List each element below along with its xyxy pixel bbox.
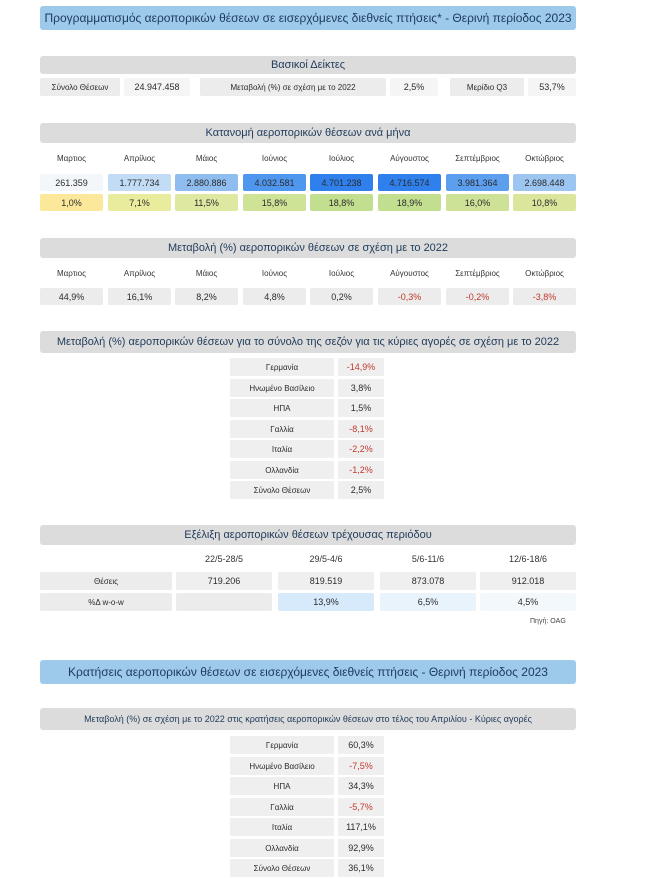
market-value: 92,9% [338, 839, 384, 857]
week-seats-cell: 873.078 [380, 572, 476, 590]
market-name: Σύνολο Θέσεων [230, 481, 334, 499]
weekly-seats-label: Θέσεις [40, 572, 172, 590]
weekly-wow-label: %Δ w-o-w [40, 593, 172, 611]
month-change-cell: 4,8% [243, 288, 306, 305]
market-value: 2,5% [338, 481, 384, 499]
month-seats-cell: 4.032.581 [243, 174, 306, 191]
month-seats-cell: 2.880.886 [175, 174, 238, 191]
week-period-label: 29/5-4/6 [309, 554, 343, 564]
month-change-cell: 0,2% [310, 288, 373, 305]
market-value: -14,9% [338, 358, 384, 376]
market-value: 34,3% [338, 777, 384, 795]
week-wow-cell [176, 593, 272, 611]
month-label: Οκτώβριος [525, 268, 564, 278]
market-name: Γερμανία [230, 358, 334, 376]
change-vs-2022-label: Μεταβολή (%) σε σχέση με το 2022 [200, 78, 386, 96]
market-name: Ολλανδία [230, 839, 334, 857]
market-name: Ηνωμένο Βασίλειο [230, 757, 334, 775]
market-name: Ηνωμένο Βασίλειο [230, 379, 334, 397]
month-label: Απρίλιος [123, 153, 156, 163]
month-seats-cell: 261.359 [40, 174, 103, 191]
week-period-label: 5/6-11/6 [411, 554, 445, 564]
market-name: Γερμανία [230, 736, 334, 754]
month-change-cell: -0,3% [378, 288, 441, 305]
market-name: ΗΠΑ [230, 777, 334, 795]
market-value: 117,1% [338, 818, 384, 836]
page-title: Προγραμματισμός αεροπορικών θέσεων σε εισερχόμενες διεθνείς πτήσεις* - Θερινή περίοδος 2023 [40, 6, 576, 30]
month-label: Ιούνιος [261, 268, 288, 278]
month-change-cell: -0,2% [446, 288, 509, 305]
market-value: 3,8% [338, 379, 384, 397]
total-seats-label: Σύνολο Θέσεων [40, 78, 120, 96]
month-change-cell: 44,9% [40, 288, 103, 305]
month-label: Μαρτιος [57, 268, 86, 278]
month-label: Οκτώβριος [525, 153, 564, 163]
market-name: Ιταλία [230, 818, 334, 836]
month-share-cell: 15,8% [243, 194, 306, 211]
month-seats-cell: 1.777.734 [108, 174, 171, 191]
total-seats-value: 24.947.458 [124, 78, 190, 96]
month-label: Αύγουστος [390, 268, 429, 278]
week-wow-cell: 4,5% [480, 593, 576, 611]
market-name: Σύνολο Θέσεων [230, 859, 334, 877]
market-value: -1,2% [338, 461, 384, 479]
month-change-cell: 8,2% [175, 288, 238, 305]
month-seats-cell: 2.698.448 [513, 174, 576, 191]
week-wow-cell: 13,9% [278, 593, 374, 611]
month-label: Ιούλιος [328, 268, 355, 278]
market-value: -7,5% [338, 757, 384, 775]
market-value: 36,1% [338, 859, 384, 877]
market-value: 1,5% [338, 399, 384, 417]
market-value: -8,1% [338, 420, 384, 438]
month-label: Μάιος [195, 153, 218, 163]
month-share-cell: 7,1% [108, 194, 171, 211]
market-value: -2,2% [338, 440, 384, 458]
month-label: Μαρτιος [57, 153, 86, 163]
month-change-cell: 16,1% [108, 288, 171, 305]
month-share-cell: 16,0% [446, 194, 509, 211]
market-name: ΗΠΑ [230, 399, 334, 417]
change-vs-2022-value: 2,5% [390, 78, 438, 96]
month-label: Απρίλιος [123, 268, 156, 278]
key-indicators-title: Βασικοί Δείκτες [40, 56, 576, 74]
month-share-cell: 1,0% [40, 194, 103, 211]
month-label: Μάιος [195, 268, 218, 278]
bookings-subtitle: Μεταβολή (%) σε σχέση με το 2022 στις κρατήσεις αεροπορικών θέσεων στο τέλος του Απριλίου - Κύριες αγορές [40, 708, 576, 730]
month-seats-cell: 4.701.238 [310, 174, 373, 191]
q3-share-label: Μερίδιο Q3 [450, 78, 524, 96]
market-name: Γαλλία [230, 798, 334, 816]
week-seats-cell: 819.519 [278, 572, 374, 590]
market-name: Ιταλία [230, 440, 334, 458]
month-seats-cell: 3.981.364 [446, 174, 509, 191]
market-value: -5,7% [338, 798, 384, 816]
month-seats-cell: 4.716.574 [378, 174, 441, 191]
source-note: Πηγή: OAG [530, 618, 566, 625]
bookings-title: Κρατήσεις αεροπορικών θέσεων σε εισερχόμενες διεθνείς πτήσεις - Θερινή περίοδος 2023 [40, 660, 576, 684]
market-value: 60,3% [338, 736, 384, 754]
week-seats-cell: 912.018 [480, 572, 576, 590]
market-name: Ολλανδία [230, 461, 334, 479]
monthly-distribution-title: Κατανομή αεροπορικών θέσεων ανά μήνα [40, 123, 576, 143]
month-label: Ιούνιος [261, 153, 288, 163]
month-label: Σεπτέμβριος [455, 268, 500, 278]
month-share-cell: 18,9% [378, 194, 441, 211]
month-label: Ιούλιος [328, 153, 355, 163]
month-share-cell: 11,5% [175, 194, 238, 211]
month-change-cell: -3,8% [513, 288, 576, 305]
market-name: Γαλλία [230, 420, 334, 438]
month-label: Σεπτέμβριος [455, 153, 500, 163]
weekly-title: Εξέλιξη αεροπορικών θέσεων τρέχουσας περιόδου [40, 525, 576, 545]
monthly-change-title: Μεταβολή (%) αεροπορικών θέσεων σε σχέση με το 2022 [40, 238, 576, 258]
month-label: Αύγουστος [390, 153, 429, 163]
markets-title: Μεταβολή (%) αεροπορικών θέσεων για το σύνολο της σεζόν για τις κύριες αγορές σε σχέση με το 2022 [40, 331, 576, 353]
month-share-cell: 18,8% [310, 194, 373, 211]
week-period-label: 12/6-18/6 [508, 554, 548, 564]
month-share-cell: 10,8% [513, 194, 576, 211]
week-wow-cell: 6,5% [380, 593, 476, 611]
week-period-label: 22/5-28/5 [204, 554, 244, 564]
q3-share-value: 53,7% [528, 78, 576, 96]
week-seats-cell: 719.206 [176, 572, 272, 590]
